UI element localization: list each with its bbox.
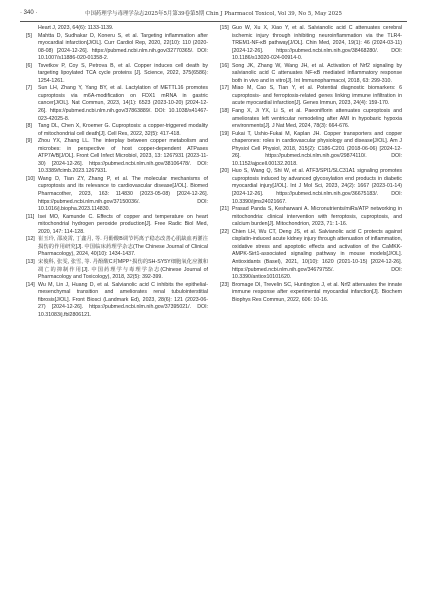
reference-entry (26, 236, 208, 259)
reference-entry (220, 63, 402, 86)
journal-running-title: 中国药理学与毒理学杂志2025年5月第39卷第5期 Chin J Pharmacol Toxicol, Vol 39, No 5, May 2025 (85, 11, 342, 17)
reference-entry (220, 131, 402, 169)
reference-number: [13] (26, 258, 35, 265)
reference-number: [15] (220, 25, 229, 31)
reference-text: Chien LH, Wu CT, Deng JS, et al. Salvianolic acid C protects against cisplatin-induced acute kidney injury through attenuation of inflammation, oxidative stress and apoptotic effects and activation of the CaMKK-AMPK-Sirt1-associated signaling pathway in mouse models[J/OL]. Antioxidants (Basel), 2021, 10(10): 1620 (2021-10-15) [2024-12-26]. https://pubmed.ncbi.nlm.nih.gov/34679755/. DOI: 10.3390/antiox10101620. (232, 228, 402, 281)
reference-number: [22] (220, 228, 229, 235)
reference-text: Mahtta D, Sudhakar D, Koneru S, et al. Targeting inflammation after myocardial infarction[J/OL]. Curr Cardiol Rep, 2020, 22(10): 110 (2020-08-08) [2024-12-26]. https://pubmed.ncbi.nlm.nih.gov/32770365/. DOI: 10.1007/s11886-020-01358-2. (38, 32, 208, 62)
reference-text: Zhou YX, Zhang LL. The interplay between copper metabolism and microbes: in perspective of host copper-dependent ATPases ATP7A/B[J/OL]. Front Cell Infect Microbiol, 2023, 13: 1267931 (2023-11-30) [2024-12-26]. https://pubmed.ncbi.nlm.nih.gov/38106478/. DOI: 10.3389/fcimb.2023.1267931. (38, 138, 208, 175)
references-left-column (26, 25, 208, 319)
reference-entry (220, 168, 402, 206)
reference-text: Wu M, Lin J, Huang D, et al. Salvianolic acid C inhibits the epithelial-mesenchymal transition and ameliorates renal tubulointerstitial fibrosis[J/OL]. Front Biosci (Landmark Ed), 2023, 28(6): 121 (2023-06-27) [2024-12-26]. https://pubmed.ncbi.nlm.nih.gov/37395021/. DOI: 10.31083/j.fbl2806121. (38, 281, 208, 318)
page-number: · 340 · (20, 10, 38, 16)
reference-text: Heart J, 2023, 64(6): 1133-1139. (38, 25, 114, 31)
reference-text: Prasad Panda S, Kesharwani A. Micronutrients/miRs/ATP networking in mitochondria: clinical intervention with ferroptosis, cuproptosis, and calcium burden[J]. Mitochondrion, 2023, 71: 1-16. (232, 206, 402, 228)
reference-entry (26, 63, 208, 86)
reference-text: 宋俊科, 张雯, 张雪, 等. 丹酚酸C对MPP⁺损伤的SH-SY5Y细胞氧化应激和凋亡的抑制作用[J]. 中国药理学与毒理学杂志(Chinese Journal of Pharmacology and Toxicology), 2018, 32(5): 392-399. (38, 258, 208, 281)
reference-entry (26, 123, 208, 138)
reference-number: [14] (26, 281, 35, 288)
reference-entry (26, 138, 208, 176)
reference-number: [11] (26, 213, 35, 220)
reference-number: [7] (26, 85, 32, 92)
reference-entry (220, 206, 402, 229)
reference-number: [5] (26, 32, 32, 39)
reference-entry (220, 25, 402, 63)
reference-entry (26, 33, 208, 63)
reference-text: Fang X, Ji YX, Li S, et al. Paeoniflorin attenuates cuproptosis and ameliorates left ventricular remodeling after AMI in hypobaric hypoxia environments[J]. J Nat Med, 2024, 78(3): 664-676. (232, 108, 402, 130)
reference-text: Isei MO, Kamunde C. Effects of copper and temperature on heart mitochondrial hydrogen peroxide production[J]. Free Radic Biol Med, 2020, 147: 114-128. (38, 213, 208, 235)
reference-text: Song JK, Zhang W, Wang JH, et al. Activation of Nrf2 signaling by salvianolic acid C attenuates NF-κB mediated inflammatory response both in vivo and in vitro[J]. Int Immunopharmacol, 2018, 63: 299-310. (232, 62, 402, 84)
reference-entry (26, 214, 208, 237)
reference-entry (220, 85, 402, 108)
reference-text: 崔玉玲, 邵凌霄, 丁鑫月, 等. 丹酚酸B调节钙离子稳态改善心肌缺血再灌注损伤的作用研究[J]. 中国临床药理学杂志(The Chinese Journal of Clinical Pharmacology), 2024, 40(10): 1434-1437. (38, 236, 208, 258)
reference-entry (26, 176, 208, 214)
reference-text: Guo W, Xu X, Xiao Y, et al. Salvianolic acid C attenuates cerebral ischemic injury through inhibiting neuroinflammation via the TLR4-TREM1-NF-κB pathway[J/OL]. Chin Med, 2024, 19(1): 46 (2024-03-11) [2024-12-26]. https://pubmed.ncbi.nlm.nih.gov/38468280/. DOI: 10.1186/s13020-024-00914-0. (232, 25, 402, 62)
header-rule (20, 21, 407, 22)
reference-text: Wang D, Tian ZY, Zhang P, et al. The molecular mechanisms of cuproptosis and its relevance to cardiovascular disease[J/OL]. Biomed Pharmacother, 2023, 163: 114830 (2023-05-08) [2024-12-26]. https://pubmed.ncbi.nlm.nih.gov/37150036/. DOI: 10.1016/j.biopha.2023.114830. (38, 175, 208, 213)
reference-text: Sun LH, Zhang Y, Yang BY, et al. Lactylation of METTL16 promotes cuproptosis via m6A-modification on FDX1 mRNA in gastric cancer[J/OL]. Nat Commun, 2023, 14(1): 6523 (2023-10-20) [2024-12-26]. https://pubmed.ncbi.nlm.nih.gov/37863889/. DOI: 10.1038/s41467-023-42025-8. (38, 85, 208, 122)
reference-number: [6] (26, 62, 32, 69)
reference-entry (26, 25, 208, 33)
reference-entry (26, 282, 208, 320)
reference-text: Bromage DI, Trevelin SC, Huntington J, et al. Nrf2 attenuates the innate immune response after experimental myocardial infarction[J]. Biochem Biophys Res Commun, 2022, 606: 10-16. (232, 281, 402, 303)
reference-number: [16] (220, 62, 229, 69)
reference-number: [10] (26, 175, 35, 182)
reference-number: [23] (220, 281, 229, 288)
reference-entry (220, 108, 402, 131)
reference-text: Tang DL, Chen X, Kroemer G. Cuproptosis: a copper-triggered modality of mitochondrial cell death[J]. Cell Res, 2022, 32(5): 417-418. (38, 123, 208, 137)
reference-number: [18] (220, 108, 229, 115)
reference-text: Huo S, Wang Q, Shi W, et al. ATF3/SPI1/SLC31A1 signaling promotes cuproptosis induced by advanced glycosylation end products in diabetic myocardial injury[J/OL]. Int J Mol Sci, 2023, 24(2): 1667 (2023-01-14) [2024-12-26]. https://pubmed.ncbi.nlm.nih.gov/36675183/. DOI: 10.3390/ijms24021667. (232, 168, 402, 205)
reference-text: Miao M, Cao S, Tian Y, et al. Potential diagnostic biomarkers: 6 cuproptosis- and ferroptosis-related genes linking immune infiltration in acute myocardial infarction[J]. Genes Immun, 2023, 24(4): 159-170. (232, 85, 402, 107)
reference-text: Tsvetkov P, Coy S, Petrova B, et al. Copper induces cell death by targeting lipoylated TCA cycle proteins [J]. Science, 2022, 375(6586): 1254-1261. (38, 62, 208, 84)
references-right-column (220, 25, 402, 304)
reference-number: [9] (26, 138, 32, 145)
reference-number: [12] (26, 236, 35, 243)
reference-entry (220, 229, 402, 282)
reference-number: [20] (220, 168, 229, 175)
reference-number: [17] (220, 85, 229, 92)
page-header (20, 6, 407, 20)
reference-number: [8] (26, 123, 32, 130)
reference-number: [21] (220, 206, 229, 213)
reference-entry (220, 282, 402, 305)
reference-entry (26, 85, 208, 123)
reference-text: Fukai T, Ushio-Fukai M, Kaplan JH. Copper transporters and copper chaperones: roles in cardiovascular physiology and disease[J/OL]. Am J Physiol Cell Physiol, 2018, 315(2): C186-C201 (2018-06-06) [2024-12-26]. https://pubmed.ncbi.nlm.nih.gov/29874110/. DOI: 10.1152/ajpcell.00132.2018. (232, 130, 402, 167)
reference-number: [19] (220, 130, 229, 137)
reference-entry (26, 259, 208, 282)
